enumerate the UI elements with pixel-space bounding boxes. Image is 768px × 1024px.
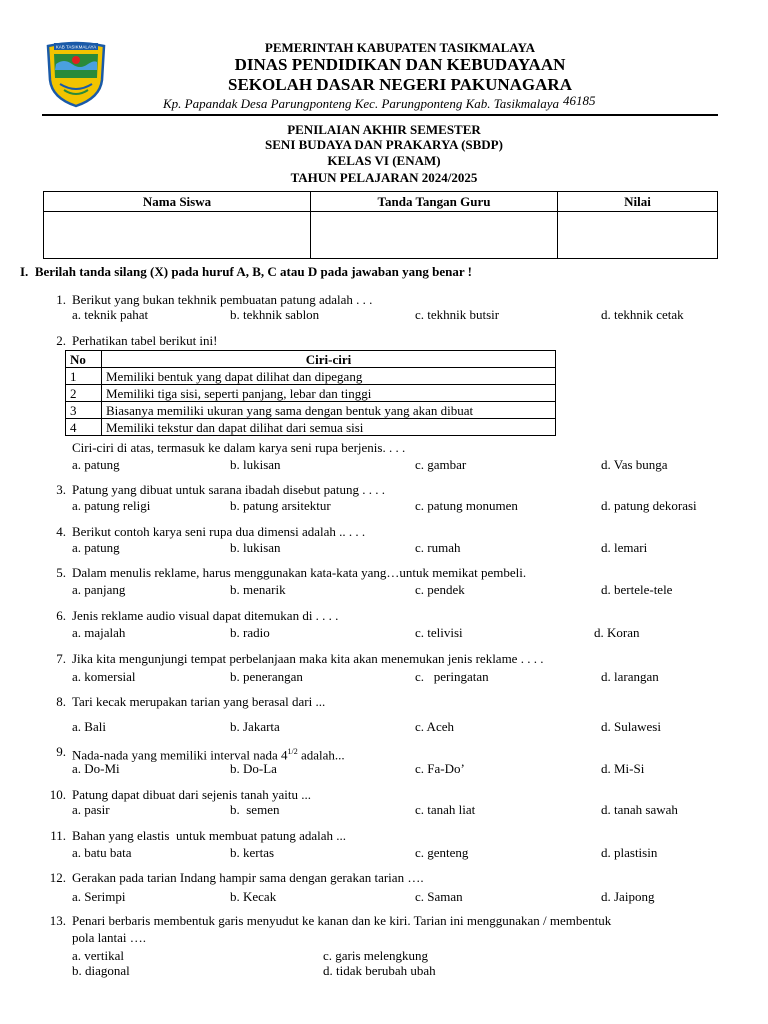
question-number: 12.: [49, 870, 66, 885]
option-d[interactable]: d. tanah sawah: [601, 802, 678, 817]
question-text: Jika kita mengunjungi tempat perbelanjaan maka kita akan menemukan jenis reklame . . . .: [72, 651, 544, 666]
option-d[interactable]: d. Jaipong: [601, 889, 655, 904]
question-number: 11.: [50, 828, 66, 843]
question-number: 9.: [56, 744, 66, 759]
option-b[interactable]: b. kertas: [230, 845, 275, 860]
exam-title: PENILAIAN AKHIR SEMESTER: [287, 122, 481, 137]
question-number: 2.: [56, 333, 66, 348]
option-d[interactable]: d. Sulawesi: [601, 719, 661, 734]
question-number: 4.: [56, 524, 66, 539]
option-c[interactable]: c. Saman: [415, 889, 463, 904]
option-b[interactable]: b. Jakarta: [230, 719, 280, 734]
header-teacher-signature: Tanda Tangan Guru: [311, 192, 558, 212]
question-text: Jenis reklame audio visual dapat ditemukan di . . . .: [72, 608, 339, 623]
question-number: 1.: [56, 292, 66, 307]
question-text: Penari berbaris membentuk garis menyudut ke kanan dan ke kiri. Tarian ini menggunakan / membentuk: [72, 913, 612, 928]
option-b[interactable]: b. semen: [230, 802, 280, 817]
question-number: 6.: [56, 608, 66, 623]
option-c[interactable]: c. genteng: [415, 845, 469, 860]
logo-text: KAB TASIKMALAYA: [55, 44, 97, 50]
question-text-continued: pola lantai ….: [72, 930, 147, 945]
question-text-start: Nada-nada yang memiliki interval nada 4: [72, 747, 288, 763]
question-number: 13.: [49, 913, 66, 928]
option-a[interactable]: a. komersial: [72, 669, 136, 684]
row-characteristic: Memiliki tiga sisi, seperti panjang, lebar dan tinggi: [102, 385, 556, 402]
row-characteristic: Biasanya memiliki ukuran yang sama dengan bentuk yang akan dibuat: [102, 402, 556, 419]
exam-year: TAHUN PELAJARAN 2024/2025: [290, 170, 478, 185]
option-a[interactable]: a. Do-Mi: [72, 761, 120, 776]
option-c[interactable]: c. tanah liat: [415, 802, 476, 817]
option-a[interactable]: a. batu bata: [72, 845, 132, 860]
option-a[interactable]: a. patung: [72, 540, 120, 555]
option-d[interactable]: d. patung dekorasi: [601, 498, 697, 513]
option-b[interactable]: b. penerangan: [230, 669, 303, 684]
option-c[interactable]: c. pendek: [415, 582, 465, 597]
characteristics-table: [65, 350, 556, 436]
exam-subject: SENI BUDAYA DAN PRAKARYA (SBDP): [265, 137, 503, 152]
row-characteristic: Memiliki bentuk yang dapat dilihat dan dipegang: [102, 368, 556, 385]
question-text-end: adalah...: [297, 747, 345, 763]
question-text: Berikut contoh karya seni rupa dua dimensi adalah .. . . .: [72, 524, 366, 539]
school-name: SEKOLAH DASAR NEGERI PAKUNAGARA: [228, 75, 572, 94]
row-number: 3: [66, 402, 102, 419]
option-c[interactable]: c. garis melengkung: [323, 948, 429, 963]
option-b[interactable]: b. patung arsitektur: [230, 498, 331, 513]
student-identity-table: [43, 191, 718, 259]
section-instruction: [20, 264, 472, 280]
question-text: Bahan yang elastis untuk membuat patung adalah ...: [72, 828, 347, 843]
question-text: [72, 744, 345, 762]
option-d[interactable]: d. bertele-tele: [601, 582, 673, 597]
option-c[interactable]: c. peringatan: [415, 669, 489, 684]
row-number: 1: [66, 368, 102, 385]
option-b[interactable]: b. lukisan: [230, 457, 281, 472]
question-number: 7.: [56, 651, 66, 666]
option-d[interactable]: d. plastisin: [601, 845, 658, 860]
option-a[interactable]: a. patung: [72, 457, 120, 472]
option-b[interactable]: b. diagonal: [72, 963, 130, 978]
question-text: Patung dapat dibuat dari sejenis tanah yaitu ...: [72, 787, 311, 802]
option-a[interactable]: a. Serimpi: [72, 889, 126, 904]
option-c[interactable]: c. Fa-Do’: [415, 761, 465, 776]
option-c[interactable]: c. patung monumen: [415, 498, 518, 513]
row-number: 2: [66, 385, 102, 402]
option-c[interactable]: c. telivisi: [415, 625, 463, 640]
section-text: Berilah tanda silang (X) pada huruf A, B, C atau D pada jawaban yang benar !: [34, 264, 472, 279]
question-text: Patung yang dibuat untuk sarana ibadah disebut patung . . . .: [72, 482, 386, 497]
option-a[interactable]: a. vertikal: [72, 948, 124, 963]
government-name: PEMERINTAH KABUPATEN TASIKMALAYA: [264, 40, 536, 55]
teacher-signature-field[interactable]: [311, 212, 558, 259]
table-row: [66, 385, 556, 402]
superscript-interval: 1/2: [287, 747, 298, 756]
table-header-ciri: Ciri-ciri: [102, 351, 556, 368]
question-number: 8.: [56, 694, 66, 709]
agency-name: DINAS PENDIDIKAN DAN KEBUDAYAAN: [234, 55, 566, 74]
option-d[interactable]: d. Koran: [594, 625, 640, 640]
question-text: Tari kecak merupakan tarian yang berasal dari ...: [72, 694, 326, 709]
option-b[interactable]: b. radio: [230, 625, 270, 640]
school-address: [163, 93, 596, 112]
table-row: [66, 419, 556, 436]
row-characteristic: Memiliki tekstur dan dapat dilihat dari semua sisi: [102, 419, 556, 436]
table-row: [66, 368, 556, 385]
option-c[interactable]: c. gambar: [415, 457, 467, 472]
table-row: [66, 402, 556, 419]
student-name-field[interactable]: [44, 212, 311, 259]
row-number: 4: [66, 419, 102, 436]
option-d[interactable]: d. larangan: [601, 669, 659, 684]
header-student-name: Nama Siswa: [44, 192, 311, 212]
option-d[interactable]: d. lemari: [601, 540, 648, 555]
option-b[interactable]: b. tekhnik sablon: [230, 307, 320, 322]
question-followup: Ciri-ciri di atas, termasuk ke dalam karya seni rupa berjenis. . . .: [72, 440, 406, 455]
question-number: 3.: [56, 482, 66, 497]
exam-class: KELAS VI (ENAM): [327, 153, 441, 168]
address-text: Kp. Papandak Desa Parungponteng Kec. Parungponteng Kab. Tasikmalaya: [163, 96, 559, 111]
table-header-no: No: [66, 351, 102, 368]
option-d[interactable]: d. Mi-Si: [601, 761, 645, 776]
header-divider: [42, 114, 718, 116]
option-a[interactable]: a. patung religi: [72, 498, 151, 513]
option-b[interactable]: b. Do-La: [230, 761, 277, 776]
header-score: Nilai: [558, 192, 718, 212]
question-text: Berikut yang bukan tekhnik pembuatan patung adalah . . .: [72, 292, 373, 307]
option-b[interactable]: b. menarik: [230, 582, 286, 597]
question-number: 10.: [49, 787, 66, 802]
score-field[interactable]: [558, 212, 718, 259]
option-d[interactable]: d. Vas bunga: [601, 457, 668, 472]
option-b[interactable]: b. lukisan: [230, 540, 281, 555]
question-text: Dalam menulis reklame, harus menggunakan kata-kata yang…untuk memikat pembeli.: [72, 565, 527, 580]
question-text: Perhatikan tabel berikut ini!: [72, 333, 218, 348]
option-c[interactable]: c. tekhnik butsir: [415, 307, 500, 322]
section-number: I.: [20, 264, 29, 279]
option-b[interactable]: b. Kecak: [230, 889, 277, 904]
option-a[interactable]: a. Bali: [72, 719, 106, 734]
postal-code: 46185: [563, 93, 596, 108]
option-a[interactable]: a. pasir: [72, 802, 110, 817]
option-d[interactable]: d. tekhnik cetak: [601, 307, 684, 322]
option-c[interactable]: c. rumah: [415, 540, 461, 555]
question-number: 5.: [56, 565, 66, 580]
option-a[interactable]: a. panjang: [72, 582, 126, 597]
question-text: Gerakan pada tarian Indang hampir sama dengan gerakan tarian ….: [72, 870, 424, 885]
option-a[interactable]: a. teknik pahat: [72, 307, 149, 322]
option-d[interactable]: d. tidak berubah ubah: [323, 963, 436, 978]
option-a[interactable]: a. majalah: [72, 625, 126, 640]
option-c[interactable]: c. Aceh: [415, 719, 454, 734]
